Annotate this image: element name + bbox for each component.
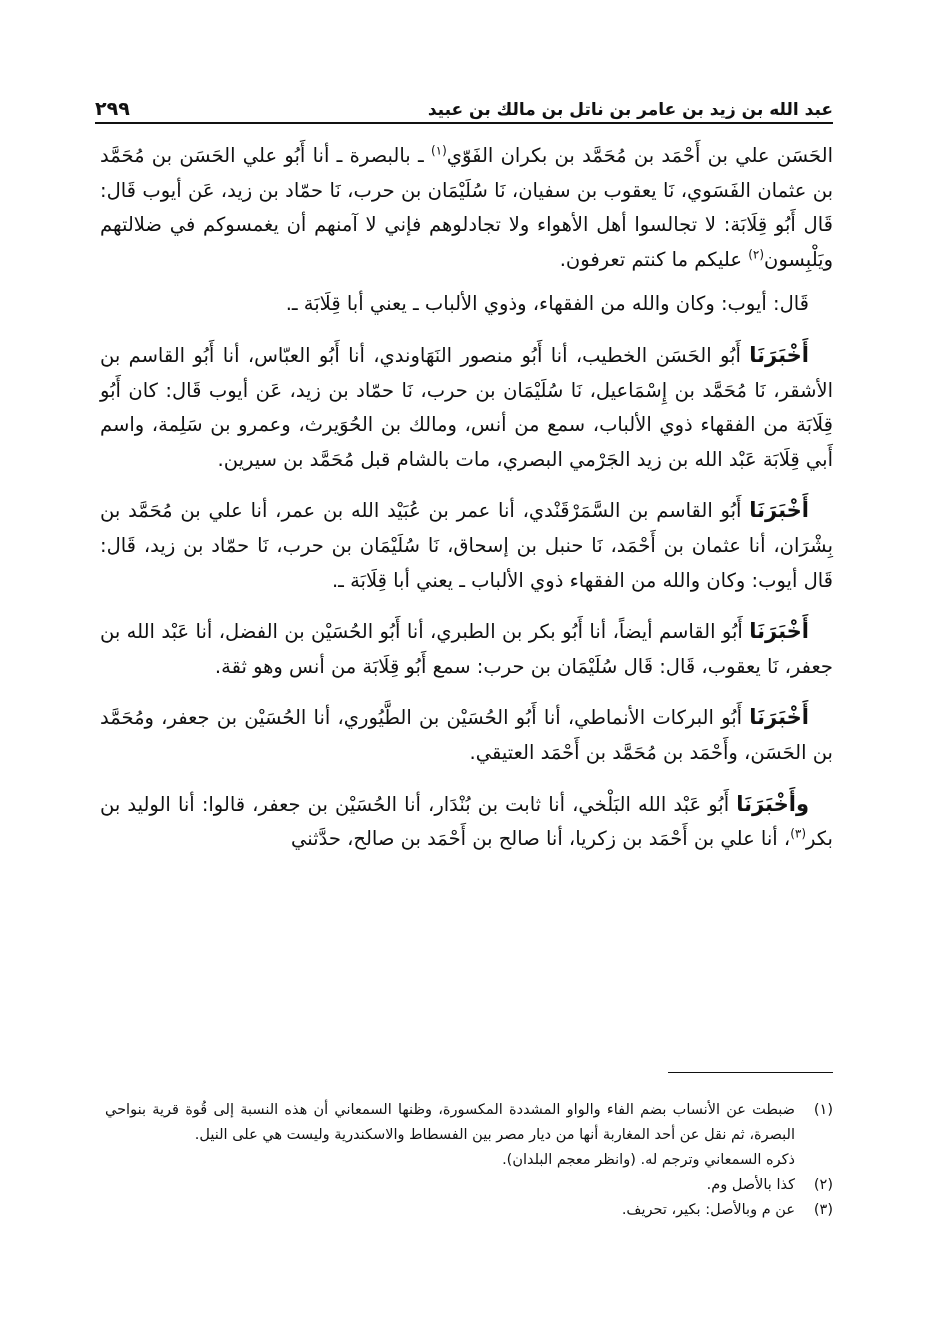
paragraph bbox=[100, 338, 833, 477]
footnote-number: (١) bbox=[813, 1102, 833, 1118]
main-text bbox=[100, 139, 833, 873]
footnote-number: (٣) bbox=[813, 1202, 833, 1218]
paragraph-text: أَبُو عَبْد الله البَلْخي، أنا ثابت بن بُنْدَار، أنا الحُسَيْن بن جعفر، قالوا: أنا الوليد بن بكر bbox=[100, 792, 833, 851]
paragraph-text: عليكم ما كنتم تعرفون. bbox=[559, 247, 749, 271]
header-title: عبد الله بن زيد بن عامر بن ناتل بن مالك بن عبيد bbox=[427, 100, 833, 120]
paragraph-text: قَال: أيوب: وكان والله من الفقهاء، وذوي الألباب ـ يعني أبا قِلَابَة ـ. bbox=[285, 292, 809, 316]
footnote-rule bbox=[668, 1072, 833, 1073]
page-number: ٢٩٩ bbox=[95, 98, 130, 120]
paragraph bbox=[100, 787, 833, 857]
header-rule bbox=[95, 122, 833, 124]
paragraph bbox=[100, 700, 833, 770]
paragraph-text: ـ بالبصرة ـ أنا أَبُو علي الحَسَن بن مُحَمَّد بن عثمان الفَسَوي، نَا يعقوب بن سفيان، نَا سُلَيْمَان بن حرب، نَا حمّاد بن زيد، عَن أيوب قَال: قَال أَبُو قِلَابَة: لا تجالسوا أهل الأهواء ولا تجادلوهم فإني لا آمنهم أن يغمسوكم في ضلالتهم ويَلْبِسون bbox=[100, 144, 833, 271]
paragraph bbox=[100, 139, 833, 277]
footnote-marker: (٣) bbox=[790, 826, 807, 841]
paragraph-text: أَبُو القاسم بن السَّمَرْقَنْدي، أنا عمر بن عُبَيْد الله بن عمر، أنا علي بن مُحَمَّد بن بِشْرَان، أنا عثمان بن أَحْمَد، نَا حنبل بن إسحاق، نَا سُلَيْمَان بن حرب، نَا حمّاد بن زيد، قَال: قَال أيوب: وكان والله من الفقهاء ذوي الألباب ـ يعني أبا قِلَابَة ـ. bbox=[100, 499, 833, 592]
footnote bbox=[105, 1198, 833, 1223]
footnote bbox=[105, 1098, 833, 1148]
footnote-marker: (٢) bbox=[748, 247, 765, 262]
paragraph bbox=[100, 287, 833, 322]
footnote-marker: (١) bbox=[430, 143, 447, 158]
paragraph-text: أَبُو البركات الأنماطي، أنا أَبُو الحُسَيْن بن الطَّيُوري، أنا الحُسَيْن بن جعفر، ومُحَمَّد بن الحَسَن، وأَحْمَد بن مُحَمَّد بن أَحْمَد العتيقي. bbox=[100, 706, 833, 764]
paragraph-text: الحَسَن علي بن أَحْمَد بن مُحَمَّد بن بكران الفَوّي bbox=[446, 144, 833, 167]
paragraph-lead: أَخْبَرَنَا bbox=[749, 342, 809, 367]
footnote-continuation: ذكره السمعاني وترجم له. (وانظر معجم البلدان). bbox=[502, 1152, 795, 1168]
footnote bbox=[105, 1173, 833, 1198]
paragraph-text: ، أنا علي بن أَحْمَد بن زكريا، أنا صالح بن أَحْمَد بن صالح، حدَّثني bbox=[291, 827, 791, 851]
paragraph-lead: أَخْبَرَنَا bbox=[749, 705, 809, 730]
footnote-text: كذا بالأصل وم. bbox=[706, 1177, 795, 1193]
paragraph-text: أَبُو القاسم أيضاً، أنا أَبُو بكر بن الطبري، أنا أَبُو الحُسَيْن بن الفضل، أنا عَبْد الله بن جعفر، نَا يعقوب، قَال: قَال سُلَيْمَان بن حرب: سمع أَبُو قِلَابَة من أنس وهو ثقة. bbox=[100, 620, 833, 678]
paragraph bbox=[100, 614, 833, 684]
footnote-text: ضبطت عن الأنساب بضم الفاء والواو المشددة المكسورة، وظنها السمعاني أن هذه النسبة إلى قُوة قرية بنواحي البصرة، ثم نقل عن أحد المغاربة أنها من ديار مصر بين الفسطاط والاسكندرية وليست هي على النيل. bbox=[105, 1102, 795, 1143]
paragraph-lead: وأَخْبَرَنَا bbox=[736, 791, 809, 816]
footnote-text: عن م وبالأصل: بكير، تحريف. bbox=[621, 1202, 795, 1218]
running-header bbox=[95, 88, 833, 120]
paragraph-text: أَبُو الحَسَن الخطيب، أنا أَبُو منصور النَهَاوندي، أنا أَبُو العبّاس، أنا أَبُو القاسم بن الأشقر، نَا مُحَمَّد بن إِسْمَاعيل، نَا سُلَيْمَان بن حرب، نَا حمّاد بن زيد، عَن أيوب قَال: كان أَبُو قِلَابَة من الفقهاء ذوي الألباب، سمع من أنس، ومالك بن الحُوَيرث، وعمرو بن سَلِمة، واسم أَبي قِلَابَة عَبْد الله بن زيد الجَرْمي البصري، مات بالشام قبل مُحَمَّد بن سيرين. bbox=[100, 343, 833, 471]
footnote-number: (٢) bbox=[813, 1177, 833, 1193]
paragraph-lead: أَخْبَرَنَا bbox=[749, 619, 809, 644]
paragraph-lead: أَخْبَرَنَا bbox=[749, 498, 809, 523]
footnotes bbox=[105, 1098, 833, 1223]
paragraph bbox=[100, 493, 833, 598]
